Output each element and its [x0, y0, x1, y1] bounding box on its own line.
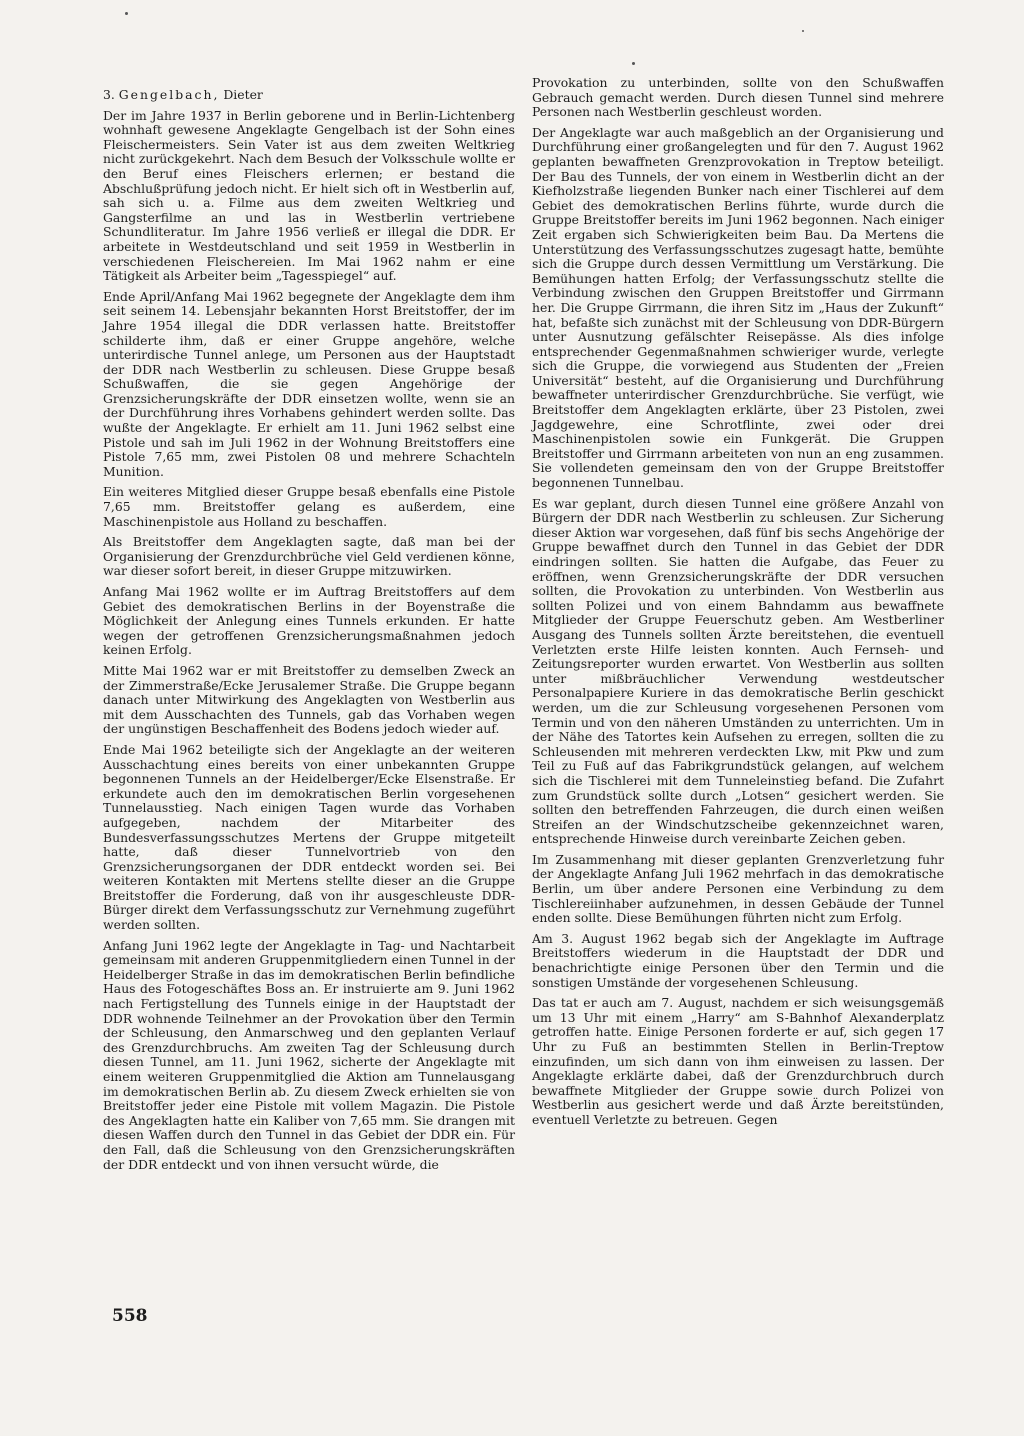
section-surname: Gengelbach, [118, 87, 220, 102]
left-column [103, 88, 515, 1178]
paragraph: Am 3. August 1962 begab sich der Angeklagte im Auftrage Breitstoffers wiederum in die Hauptstadt der DDR und benachrichtigte einige Personen über den Termin und die sonstigen Umstände der vorgesehenen Schleusung. [532, 930, 944, 990]
paragraph: Der Angeklagte war auch maßgeblich an der Organisierung und Durchführung einer großangelegten und für den 7. August 1962 geplanten bewaffneten Grenzprovokation in Treptow beteiligt. Der Bau des Tunnels, der von einem in Westberlin dicht an der Kiefholzstraße liegenden Bunker nach einer Tischlerei auf dem Gebiet des demokratischen Berlins führte, wurde durch die Gruppe Breitstoffer bereits im Juni 1962 begonnen. Nach einiger Zeit ergaben sich Schwierigkeiten beim Bau. Da Mertens die Unterstützung des Verfassungsschutzes zugesagt hatte, bemühte sich die Gruppe durch dessen Vermittlung um Verstärkung. Die Bemühungen hatten Erfolg; der Verfassungsschutz stellte die Verbindung zwischen den Gruppen Breitstoffer und Girrmann her. Die Gruppe Girrmann, die ihren Sitz im „Haus der Zukunft“ hat, befaßte sich zunächst mit der Schleusung von DDR-Bürgern unter Ausnutzung gefälschter Reisepässe. Als dies infolge entsprechender Gegenmaßnahmen schwieriger wurde, verlegte sich die Gruppe, die vorwiegend aus Studenten der „Freien Universität“ besteht, auf die Organisierung und Durchführung bewaffneter unterirdischer Grenzdurchbrüche. Sie verfügt, wie Breitstoffer dem Angeklagten erklärte, über 23 Pistolen, zwei Jagdgewehre, eine Schrotflinte, zwei oder drei Maschinenpistolen sowie ein Funkgerät. Die Gruppen Breitstoffer und Girrmann arbeiteten von nun an eng zusammen. Sie vollendeten gemeinsam den von der Gruppe Breitstoffer begonnenen Tunnelbau. [532, 124, 944, 491]
section-forename: Dieter [223, 87, 263, 102]
paragraph: Das tat er auch am 7. August, nachdem er sich weisungsgemäß um 13 Uhr mit einem „Harry“ am S-Bahnhof Alexanderplatz getroffen hatte. Einige Personen forderte er auf, sich gegen 17 Uhr zu Fuß an bestimmten Stellen in Berlin-Treptow einzufinden, um sich dann von ihm einweisen zu lassen. Der Angeklagte erklärte dabei, daß der Grenzdurchbruch durch bewaffnete Mitglieder der Gruppe sowie durch Polizei von Westberlin aus gesichert werde und daß Ärzte bereitstünden, eventuell Verletzte zu betreuen. Gegen [532, 995, 944, 1127]
paragraph: Im Zusammenhang mit dieser geplanten Grenzverletzung fuhr der Angeklagte Anfang Juli 1962 mehrfach in das demokratische Berlin, um über andere Personen eine Verbindung zu dem Tischlereiinhaber aufzunehmen, in dessen Gebäude der Tunnel enden sollte. Diese Bemühungen führten nicht zum Erfolg. [532, 851, 944, 926]
paragraph: Anfang Mai 1962 wollte er im Auftrag Breitstoffers auf dem Gebiet des demokratischen Berlins in der Boyenstraße die Möglichkeit der Anlegung eines Tunnels erkunden. Er hatte wegen der getroffenen Grenzsicherungsmaßnahmen jedoch keinen Erfolg. [103, 584, 515, 658]
paragraph: Mitte Mai 1962 war er mit Breitstoffer zu demselben Zweck an der Zimmerstraße/Ecke Jerusalemer Straße. Die Gruppe begann danach unter Mitwirkung des Angeklagten von Westberlin aus mit dem Ausschachten des Tunnels, gab das Vorhaben wegen der ungünstigen Beschaffenheit des Bodens jedoch wieder auf. [103, 662, 515, 737]
scan-speck [802, 30, 804, 32]
paragraph: Ein weiteres Mitglied dieser Gruppe besaß ebenfalls eine Pistole 7,65 mm. Breitstoffer gelang es außerdem, eine Maschinenpistole aus Holland zu beschaffen. [103, 484, 515, 529]
section-heading [103, 88, 515, 103]
scan-speck [125, 12, 128, 15]
paragraph: Anfang Juni 1962 legte der Angeklagte in Tag- und Nachtarbeit gemeinsam mit anderen Gruppenmitgliedern einen Tunnel in der Heidelberger Straße in das im demokratischen Berlin befindliche Haus des Fotogeschäftes Boss an. Er instruierte am 9. Juni 1962 nach Fertigstellung des Tunnels einige in der Hauptstadt der DDR wohnende Teilnehmer an der Provokation über den Termin der Schleusung, den Anmarschweg und den geplanten Verlauf des Grenzdurchbruchs. Am zweiten Tag der Schleusung durch diesen Tunnel, am 11. Juni 1962, sicherte der Angeklagte mit einem weiteren Gruppenmitglied die Aktion am Tunnelausgang im demokratischen Berlin ab. Zu diesem Zweck erhielten sie von Breitstoffer jeder eine Pistole mit vollem Magazin. Die Pistole des Angeklagten hatte ein Kaliber von 7,65 mm. Sie drangen mit diesen Waffen durch den Tunnel in das Gebiet der DDR ein. Für den Fall, daß die Schleusung von den Grenzsicherungskräften der DDR entdeckt und von ihnen versucht würde, die [103, 937, 515, 1172]
section-number: 3. [103, 87, 115, 102]
paragraph: Ende Mai 1962 beteiligte sich der Angeklagte an der weiteren Ausschachtung eines bereits von einer unbekannten Gruppe begonnenen Tunnels an der Heidelberger/Ecke Elsenstraße. Er erkundete auch den im demokratischen Berlin vorgesehenen Tunnelausstieg. Nach einigen Tagen wurde das Vorhaben aufgegeben, nachdem der Mitarbeiter des Bundesverfassungsschutzes Mertens der Gruppe mitgeteilt hatte, daß dieser Tunnelvortrieb von den Grenzsicherungsorganen der DDR entdeckt worden sei. Bei weiteren Kontakten mit Mertens stellte dieser an die Gruppe Breitstoffer die Forderung, daß von ihr ausgeschleuste DDR-Bürger direkt dem Verfassungsschutz zur Vernehmung zugeführt werden sollten. [103, 741, 515, 933]
right-column [532, 76, 944, 1134]
paragraph: Ende April/Anfang Mai 1962 begegnete der Angeklagte dem ihm seit seinem 14. Lebensjahr bekannten Horst Breitstoffer, der im Jahre 1954 illegal die DDR verlassen hatte. Breitstoffer schilderte ihm, daß er einer Gruppe angehöre, welche unterirdische Tunnel anlege, um Personen aus der Hauptstadt der DDR nach Westberlin zu schleusen. Diese Gruppe besaß Schußwaffen, die sie gegen Angehörige der Grenzsicherungskräfte der DDR einsetzen wollte, wenn sie an der Durchführung ihres Vorhabens gehindert werden sollte. Das wußte der Angeklagte. Er erhielt am 11. Juni 1962 selbst eine Pistole und sah im Juli 1962 in der Wohnung Breitstoffers eine Pistole 7,65 mm, zwei Pistolen 08 und mehrere Schachteln Munition. [103, 288, 515, 479]
page-number: 558 [112, 1306, 148, 1326]
scan-speck [632, 62, 635, 65]
paragraph: Es war geplant, durch diesen Tunnel eine größere Anzahl von Bürgern der DDR nach Westberlin zu schleusen. Zur Sicherung dieser Aktion war vorgesehen, daß fünf bis sechs Angehörige der Gruppe bewaffnet durch den Tunnel in das Gebiet der DDR eindringen sollten. Sie hatten die Aufgabe, das Feuer zu eröffnen, wenn Grenzsicherungskräfte der DDR versuchen sollten, die Provokation zu unterbinden. Von Westberlin aus sollten Polizei und von einem Bahndamm aus bewaffnete Mitglieder der Gruppe Feuerschutz geben. Am Westberliner Ausgang des Tunnels sollten Ärzte bereitstehen, die eventuell Verletzten erste Hilfe leisten konnten. Auch Fernseh- und Zeitungsreporter wurden erwartet. Von Westberlin aus sollten unter mißbräuchlicher Verwendung westdeutscher Personalpapiere Kuriere in das demokratische Berlin geschickt werden, um die zur Schleusung vorgesehenen Personen vom Termin und von den näheren Umständen zu unterrichten. Um in der Nähe des Tatortes kein Aufsehen zu erregen, sollten die zu Schleusenden mit mehreren verdeckten Lkw, mit Pkw und zum Teil zu Fuß auf das Fabrikgrundstück gelangen, auf welchem sich die Tischlerei mit dem Tunneleinstieg befand. Die Zufahrt zum Grundstück sollte durch „Lotsen“ gesichert werden. Sie sollten den betreffenden Fahrzeugen, die durch einen weißen Streifen an der Windschutzscheibe gekennzeichnet waren, entsprechende Hinweise durch vereinbarte Zeichen geben. [532, 495, 944, 847]
paragraph: Provokation zu unterbinden, sollte von den Schußwaffen Gebrauch gemacht werden. Durch diesen Tunnel sind mehrere Personen nach Westberlin geschleust worden. [532, 75, 944, 120]
paragraph: Als Breitstoffer dem Angeklagten sagte, daß man bei der Organisierung der Grenzdurchbrüche viel Geld verdienen könne, war dieser sofort bereit, in dieser Gruppe mitzuwirken. [103, 534, 515, 579]
paragraph: Der im Jahre 1937 in Berlin geborene und in Berlin-Lichtenberg wohnhaft gewesene Angeklagte Gengelbach ist der Sohn eines Fleischermeisters. Sein Vater ist aus dem zweiten Weltkrieg nicht zurückgekehrt. Nach dem Besuch der Volksschule wollte er den Beruf eines Fleischers erlernen; er bestand die Abschlußprüfung jedoch nicht. Er hielt sich oft in Westberlin auf, sah sich u. a. Filme aus dem zweiten Weltkrieg und Gangsterfilme an und las in Westberlin vertriebene Schundliteratur. Im Jahre 1956 verließ er illegal die DDR. Er arbeitete in Westdeutschland und seit 1959 in Westberlin in verschiedenen Fleischereien. Im Mai 1962 nahm er eine Tätigkeit als Arbeiter beim „Tagesspiegel“ auf. [103, 107, 515, 284]
